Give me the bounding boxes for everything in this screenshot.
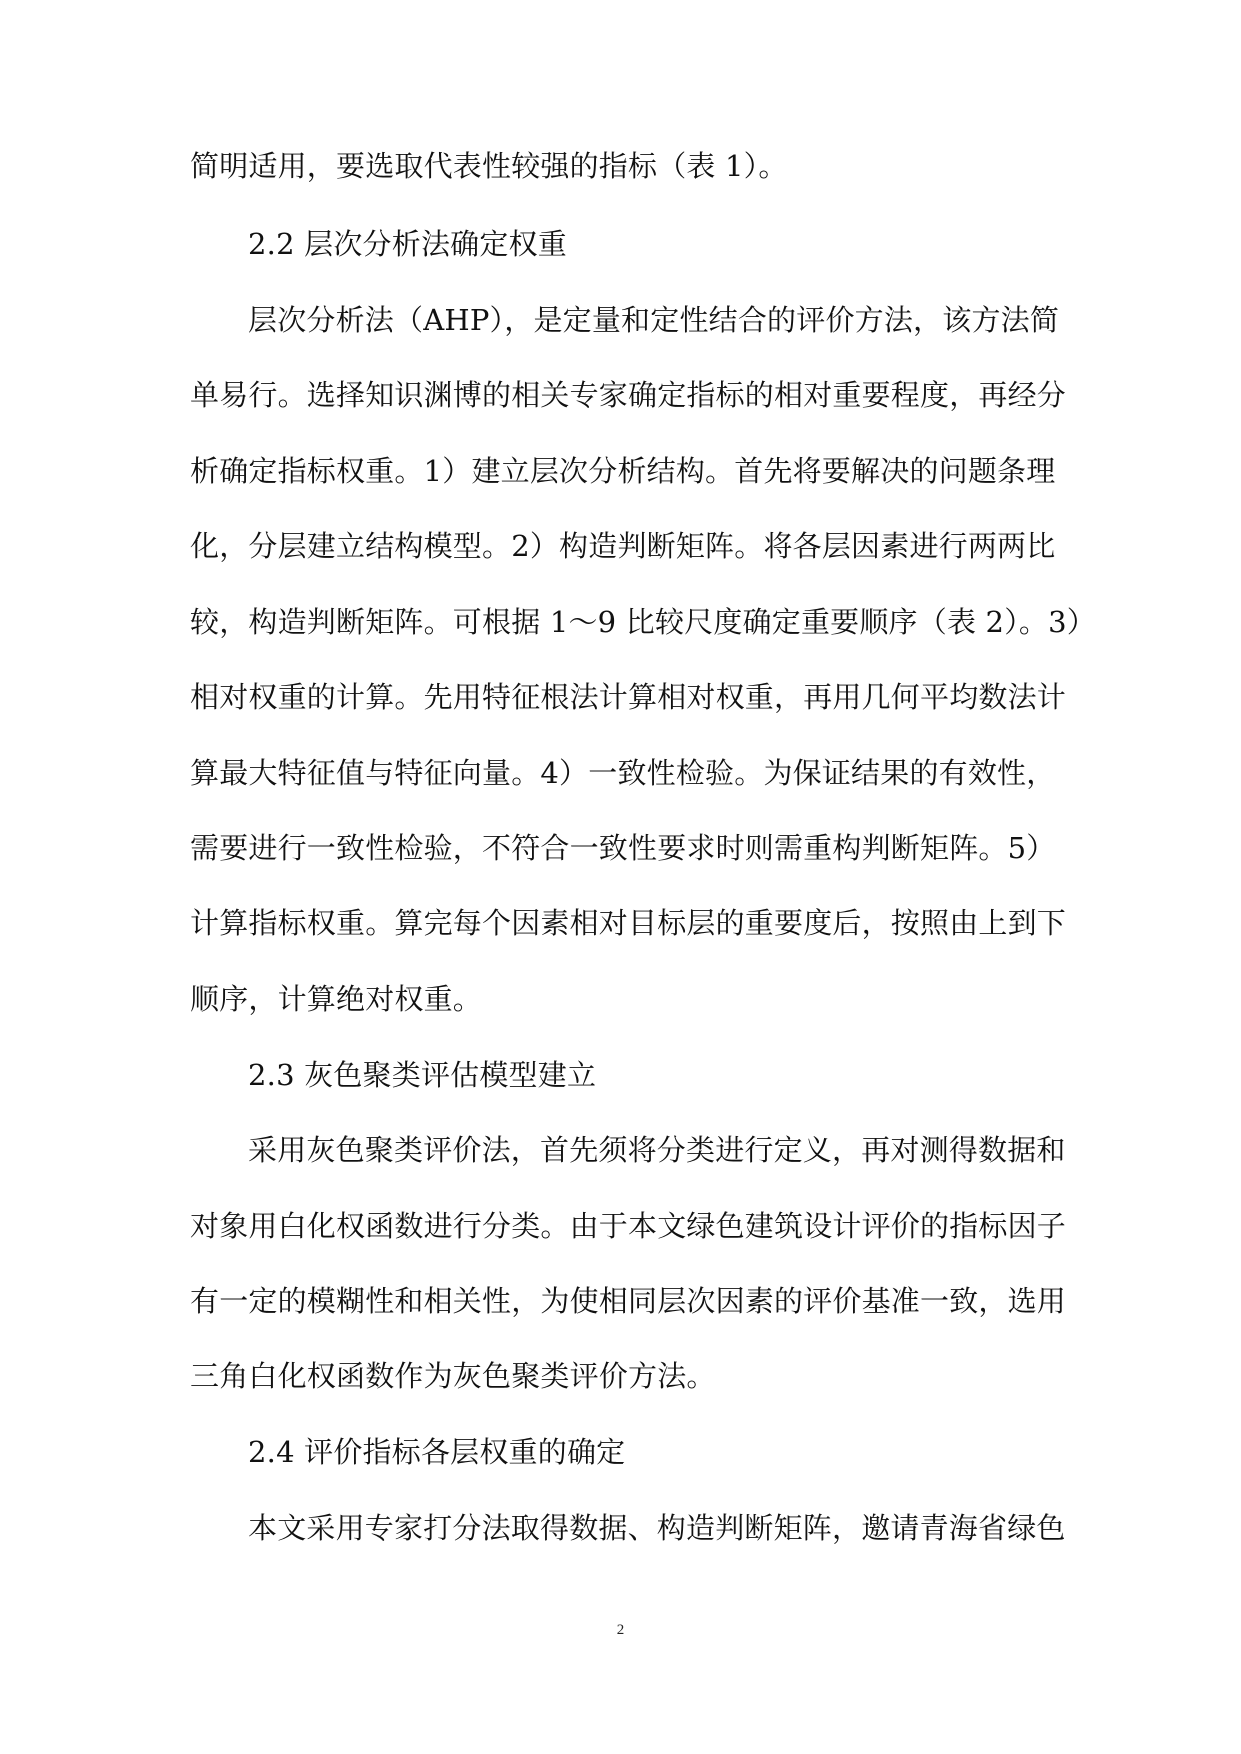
paragraph-line: 层次分析法（AHP），是定量和定性结合的评价方法，该方法简 — [248, 303, 1060, 337]
paragraph-line: 需要进行一致性检验，不符合一致性要求时则需重构判断矩阵。5） — [190, 831, 1056, 865]
section-heading-2-2: 2.2 层次分析法确定权重 — [248, 227, 567, 261]
paragraph-line: 较，构造判断矩阵。可根据 1～9 比较尺度确定重要顺序（表 2）。3） — [190, 605, 1096, 639]
paragraph-line-last: 顺序，计算绝对权重。 — [190, 982, 483, 1016]
paragraph-line: 化，分层建立结构模型。2）构造判断矩阵。将各层因素进行两两比 — [190, 529, 1056, 563]
paragraph-line: 析确定指标权重。1）建立层次分析结构。首先将要解决的问题条理 — [190, 454, 1056, 488]
paragraph-line: 对象用白化权函数进行分类。由于本文绿色建筑设计评价的指标因子 — [190, 1209, 1067, 1243]
page-number: 2 — [616, 1622, 625, 1638]
paragraph-line-last: 三角白化权函数作为灰色聚类评价方法。 — [190, 1359, 716, 1393]
paragraph-line: 有一定的模糊性和相关性，为使相同层次因素的评价基准一致，选用 — [190, 1284, 1067, 1318]
paragraph-line: 采用灰色聚类评价法，首先须将分类进行定义，再对测得数据和 — [248, 1133, 1066, 1167]
paragraph-line: 计算指标权重。算完每个因素相对目标层的重要度后，按照由上到下 — [190, 906, 1067, 940]
paragraph-continuation-line: 简明适用，要选取代表性较强的指标（表 1）。 — [190, 149, 788, 183]
paragraph-line: 本文采用专家打分法取得数据、构造判断矩阵，邀请青海省绿色 — [248, 1511, 1066, 1545]
paragraph-line: 相对权重的计算。先用特征根法计算相对权重，再用几何平均数法计 — [190, 680, 1067, 714]
paragraph-line: 算最大特征值与特征向量。4）一致性检验。为保证结果的有效性， — [190, 756, 1056, 790]
section-heading-2-3: 2.3 灰色聚类评估模型建立 — [248, 1058, 597, 1092]
paragraph-line: 单易行。选择知识渊博的相关专家确定指标的相对重要程度，再经分 — [190, 378, 1067, 412]
section-heading-2-4: 2.4 评价指标各层权重的确定 — [248, 1435, 626, 1469]
